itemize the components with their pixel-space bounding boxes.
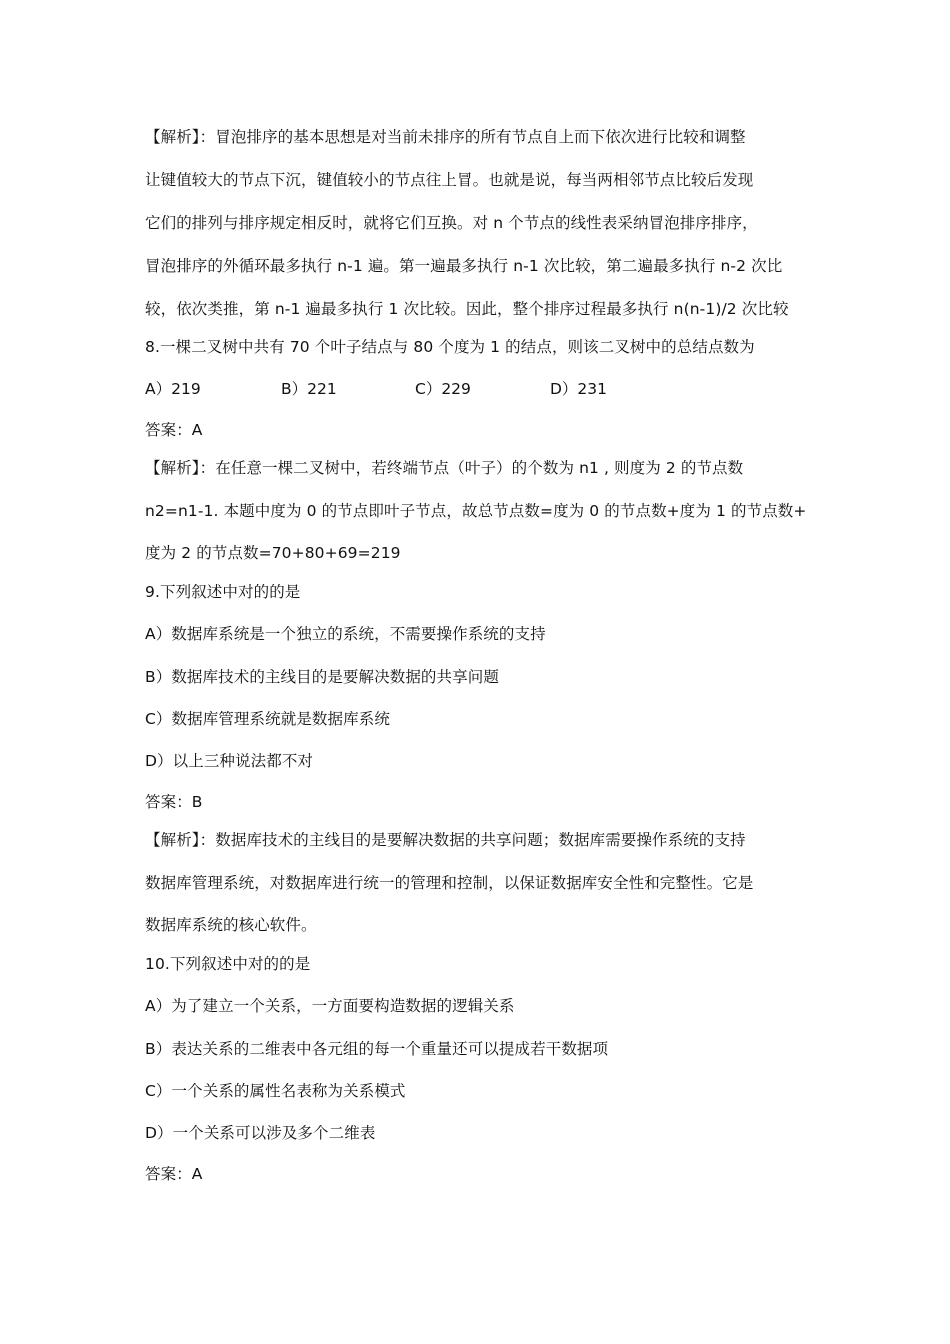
q9-analysis-line-3: 数据库系统的核心软件。 bbox=[145, 916, 317, 934]
q8-question: 8.一棵二叉树中共有 70 个叶子结点与 80 个度为 1 的结点，则该二叉树中的总结点数为 bbox=[145, 338, 755, 356]
q8-option-b: B）221 bbox=[281, 380, 337, 398]
q8-option-d: D）231 bbox=[550, 380, 608, 398]
q8-option-c: C）229 bbox=[415, 380, 471, 398]
q8-analysis-line-2: n2=n1-1. 本题中度为 0 的节点即叶子节点，故总节点数=度为 0 的节点数+度为 1 的节点数+ bbox=[145, 502, 807, 520]
q9-option-b: B）数据库技术的主线目的是要解决数据的共享问题 bbox=[145, 668, 499, 686]
q7-analysis-line-5: 较，依次类推，第 n-1 遍最多执行 1 次比较。因此，整个排序过程最多执行 n(n-1)/2 次比较 bbox=[145, 300, 789, 318]
q10-answer: 答案：A bbox=[145, 1165, 203, 1183]
q10-option-d: D）一个关系可以涉及多个二维表 bbox=[145, 1124, 376, 1142]
q8-option-a: A）219 bbox=[145, 380, 201, 398]
q8-answer: 答案：A bbox=[145, 421, 203, 439]
q9-analysis-line-2: 数据库管理系统，对数据库进行统一的管理和控制，以保证数据库安全性和完整性。它是 bbox=[145, 874, 754, 892]
q8-analysis-line-3: 度为 2 的节点数=70+80+69=219 bbox=[145, 544, 401, 562]
q7-analysis-line-2: 让键值较大的节点下沉，键值较小的节点往上冒。也就是说，每当两相邻节点比较后发现 bbox=[145, 171, 754, 189]
q9-option-d: D）以上三种说法都不对 bbox=[145, 752, 314, 770]
q9-question: 9.下列叙述中对的的是 bbox=[145, 583, 301, 601]
q10-option-b: B）表达关系的二维表中各元组的每一个重量还可以提成若干数据项 bbox=[145, 1040, 609, 1058]
q10-option-a: A）为了建立一个关系，一方面要构造数据的逻辑关系 bbox=[145, 997, 515, 1015]
q9-option-a: A）数据库系统是一个独立的系统，不需要操作系统的支持 bbox=[145, 625, 546, 643]
q8-analysis-line-1: 【解析】：在任意一棵二叉树中，若终端节点（叶子）的个数为 n1 , 则度为 2 的节点数 bbox=[145, 459, 744, 477]
q9-option-c: C）数据库管理系统就是数据库系统 bbox=[145, 710, 390, 728]
q10-question: 10.下列叙述中对的的是 bbox=[145, 955, 311, 973]
q7-analysis-line-4: 冒泡排序的外循环最多执行 n-1 遍。第一遍最多执行 n-1 次比较，第二遍最多执行 n-2 次比 bbox=[145, 257, 783, 275]
q9-analysis-line-1: 【解析】：数据库技术的主线目的是要解决数据的共享问题；数据库需要操作系统的支持 bbox=[145, 831, 746, 849]
q9-answer: 答案：B bbox=[145, 793, 203, 811]
q7-analysis-line-3: 它们的排列与排序规定相反时，就将它们互换。对 n 个节点的线性表采纳冒泡排序排序， bbox=[145, 214, 758, 232]
q7-analysis-line-1: 【解析】：冒泡排序的基本思想是对当前未排序的所有节点自上而下依次进行比较和调整 bbox=[145, 128, 746, 146]
q10-option-c: C）一个关系的属性名表称为关系模式 bbox=[145, 1082, 406, 1100]
